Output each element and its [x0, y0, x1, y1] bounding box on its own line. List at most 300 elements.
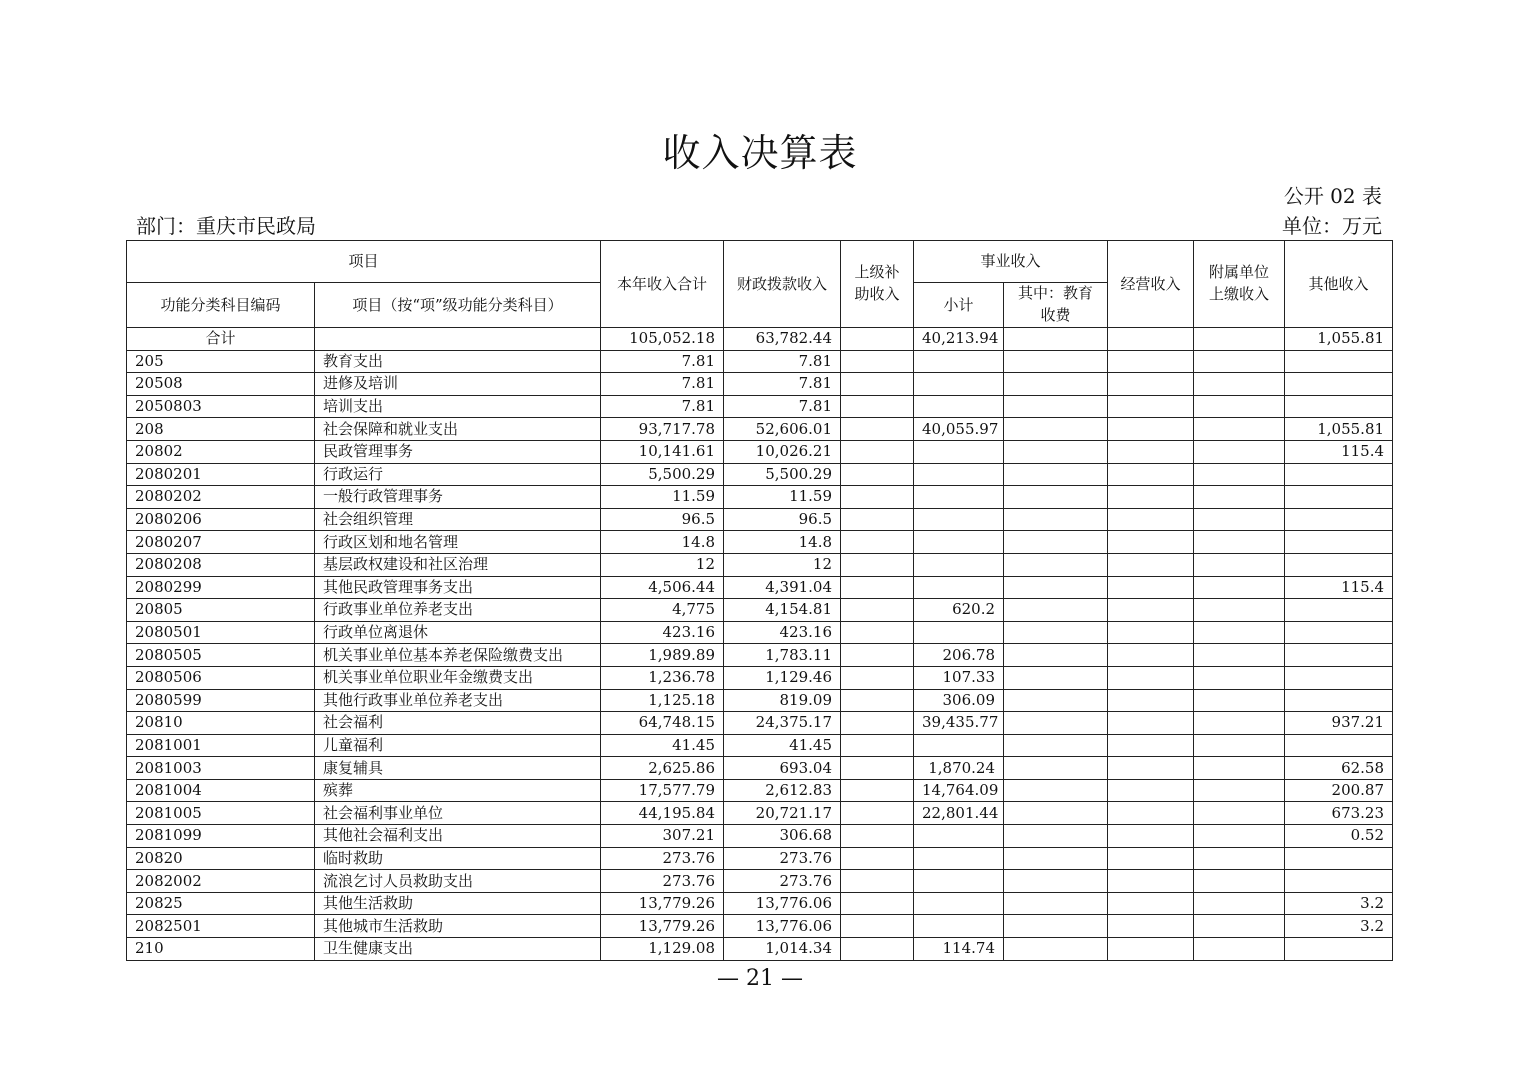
cell-total: 307.21	[601, 825, 724, 848]
table-row	[127, 373, 1393, 396]
cell-other: 673.23	[1285, 802, 1393, 825]
cell-other	[1285, 734, 1393, 757]
cell-affiliated	[1194, 531, 1285, 554]
cell-other: 3.2	[1285, 915, 1393, 938]
cell-subtotal	[914, 395, 1004, 418]
cell-other	[1285, 373, 1393, 396]
cell-code: 20508	[127, 373, 315, 396]
cell-other	[1285, 486, 1393, 509]
cell-upper	[841, 825, 914, 848]
cell-affiliated	[1194, 463, 1285, 486]
cell-total: 13,779.26	[601, 892, 724, 915]
table-row	[127, 938, 1393, 961]
table-row	[127, 599, 1393, 622]
cell-edu	[1004, 395, 1108, 418]
table-row	[127, 802, 1393, 825]
cell-name: 社会组织管理	[315, 508, 601, 531]
cell-fiscal: 1,014.34	[724, 938, 841, 961]
cell-code: 210	[127, 938, 315, 961]
header-fiscal: 财政拨款收入	[724, 241, 841, 328]
cell-fiscal: 7.81	[724, 350, 841, 373]
cell-name: 一般行政管理事务	[315, 486, 601, 509]
cell-affiliated	[1194, 938, 1285, 961]
cell-operating	[1108, 418, 1194, 441]
cell-other	[1285, 847, 1393, 870]
cell-operating	[1108, 644, 1194, 667]
cell-name: 机关事业单位基本养老保险缴费支出	[315, 644, 601, 667]
cell-fiscal: 12	[724, 553, 841, 576]
cell-operating	[1108, 576, 1194, 599]
cell-operating	[1108, 621, 1194, 644]
table-row	[127, 870, 1393, 893]
cell-total: 1,125.18	[601, 689, 724, 712]
cell-edu	[1004, 689, 1108, 712]
cell-other	[1285, 350, 1393, 373]
cell-subtotal	[914, 734, 1004, 757]
cell-operating	[1108, 779, 1194, 802]
cell-total: 10,141.61	[601, 440, 724, 463]
cell-subtotal: 40,055.97	[914, 418, 1004, 441]
cell-subtotal	[914, 825, 1004, 848]
cell-edu	[1004, 373, 1108, 396]
cell-upper	[841, 712, 914, 735]
table-row	[127, 440, 1393, 463]
cell-fiscal: 41.45	[724, 734, 841, 757]
table-row	[127, 531, 1393, 554]
cell-fiscal: 63,782.44	[724, 328, 841, 351]
cell-upper	[841, 802, 914, 825]
cell-subtotal: 39,435.77	[914, 712, 1004, 735]
cell-operating	[1108, 463, 1194, 486]
table-row	[127, 418, 1393, 441]
cell-edu	[1004, 757, 1108, 780]
cell-subtotal: 107.33	[914, 666, 1004, 689]
cell-total: 5,500.29	[601, 463, 724, 486]
cell-operating	[1108, 825, 1194, 848]
cell-total: 93,717.78	[601, 418, 724, 441]
cell-name: 教育支出	[315, 350, 601, 373]
cell-affiliated	[1194, 373, 1285, 396]
cell-name: 康复辅具	[315, 757, 601, 780]
cell-edu	[1004, 576, 1108, 599]
cell-operating	[1108, 395, 1194, 418]
cell-total: 7.81	[601, 373, 724, 396]
cell-fiscal: 4,154.81	[724, 599, 841, 622]
cell-operating	[1108, 440, 1194, 463]
department-label: 部门：重庆市民政局	[136, 214, 316, 238]
cell-total: 273.76	[601, 870, 724, 893]
cell-edu	[1004, 508, 1108, 531]
cell-code: 2080506	[127, 666, 315, 689]
cell-fiscal: 24,375.17	[724, 712, 841, 735]
cell-subtotal: 1,870.24	[914, 757, 1004, 780]
cell-edu	[1004, 621, 1108, 644]
cell-subtotal: 306.09	[914, 689, 1004, 712]
cell-code: 2080501	[127, 621, 315, 644]
cell-affiliated	[1194, 689, 1285, 712]
cell-code: 2082501	[127, 915, 315, 938]
cell-edu	[1004, 825, 1108, 848]
cell-code: 2081004	[127, 779, 315, 802]
cell-operating	[1108, 350, 1194, 373]
cell-upper	[841, 847, 914, 870]
cell-upper	[841, 915, 914, 938]
cell-upper	[841, 553, 914, 576]
income-table	[126, 240, 1393, 961]
cell-name: 社会保障和就业支出	[315, 418, 601, 441]
table-row	[127, 825, 1393, 848]
cell-total: 64,748.15	[601, 712, 724, 735]
cell-edu	[1004, 463, 1108, 486]
cell-upper	[841, 621, 914, 644]
cell-upper	[841, 779, 914, 802]
cell-total: 14.8	[601, 531, 724, 554]
cell-affiliated	[1194, 418, 1285, 441]
cell-edu	[1004, 712, 1108, 735]
cell-name: 社会福利	[315, 712, 601, 735]
cell-upper	[841, 689, 914, 712]
cell-code: 208	[127, 418, 315, 441]
page-title: 收入决算表	[662, 131, 858, 175]
table-row	[127, 486, 1393, 509]
table-row	[127, 463, 1393, 486]
cell-other	[1285, 553, 1393, 576]
cell-subtotal	[914, 486, 1004, 509]
cell-operating	[1108, 508, 1194, 531]
cell-upper	[841, 373, 914, 396]
cell-upper	[841, 508, 914, 531]
table-row	[127, 621, 1393, 644]
cell-name: 儿童福利	[315, 734, 601, 757]
table-row	[127, 689, 1393, 712]
cell-subtotal	[914, 531, 1004, 554]
cell-fiscal: 96.5	[724, 508, 841, 531]
cell-affiliated	[1194, 825, 1285, 848]
table-row	[127, 757, 1393, 780]
cell-fiscal: 7.81	[724, 373, 841, 396]
cell-operating	[1108, 486, 1194, 509]
cell-name: 行政事业单位养老支出	[315, 599, 601, 622]
cell-upper	[841, 395, 914, 418]
cell-edu	[1004, 328, 1108, 351]
header-upper: 上级补助收入	[841, 241, 914, 328]
cell-total: 105,052.18	[601, 328, 724, 351]
cell-other: 937.21	[1285, 712, 1393, 735]
cell-total: 273.76	[601, 847, 724, 870]
cell-upper	[841, 440, 914, 463]
cell-affiliated	[1194, 553, 1285, 576]
cell-upper	[841, 599, 914, 622]
cell-subtotal	[914, 463, 1004, 486]
cell-operating	[1108, 938, 1194, 961]
cell-subtotal: 22,801.44	[914, 802, 1004, 825]
cell-fiscal: 5,500.29	[724, 463, 841, 486]
cell-name: 临时救助	[315, 847, 601, 870]
cell-code: 2081099	[127, 825, 315, 848]
cell-edu	[1004, 847, 1108, 870]
cell-name: 社会福利事业单位	[315, 802, 601, 825]
cell-name: 基层政权建设和社区治理	[315, 553, 601, 576]
table-row	[127, 508, 1393, 531]
cell-total: 12	[601, 553, 724, 576]
cell-operating	[1108, 712, 1194, 735]
cell-code: 2081005	[127, 802, 315, 825]
cell-code: 20805	[127, 599, 315, 622]
cell-subtotal	[914, 892, 1004, 915]
table-row	[127, 847, 1393, 870]
cell-code: 合计	[127, 328, 315, 351]
cell-name: 卫生健康支出	[315, 938, 601, 961]
cell-subtotal	[914, 373, 1004, 396]
header-operating: 经营收入	[1108, 241, 1194, 328]
cell-edu	[1004, 350, 1108, 373]
cell-edu	[1004, 802, 1108, 825]
cell-fiscal: 4,391.04	[724, 576, 841, 599]
cell-other	[1285, 463, 1393, 486]
cell-total: 2,625.86	[601, 757, 724, 780]
cell-subtotal: 620.2	[914, 599, 1004, 622]
cell-other	[1285, 666, 1393, 689]
cell-subtotal	[914, 870, 1004, 893]
cell-edu	[1004, 666, 1108, 689]
cell-code: 2082002	[127, 870, 315, 893]
cell-name: 机关事业单位职业年金缴费支出	[315, 666, 601, 689]
table-row	[127, 915, 1393, 938]
cell-edu	[1004, 779, 1108, 802]
cell-other: 62.58	[1285, 757, 1393, 780]
cell-other: 0.52	[1285, 825, 1393, 848]
cell-other	[1285, 644, 1393, 667]
table-row	[127, 644, 1393, 667]
cell-code: 2080599	[127, 689, 315, 712]
cell-affiliated	[1194, 757, 1285, 780]
cell-name: 殡葬	[315, 779, 601, 802]
cell-affiliated	[1194, 712, 1285, 735]
cell-code: 2080202	[127, 486, 315, 509]
cell-subtotal	[914, 576, 1004, 599]
cell-subtotal: 14,764.09	[914, 779, 1004, 802]
header-edu: 其中：教育收费	[1004, 283, 1108, 328]
cell-total: 41.45	[601, 734, 724, 757]
table-row	[127, 553, 1393, 576]
header-other: 其他收入	[1285, 241, 1393, 328]
cell-name: 流浪乞讨人员救助支出	[315, 870, 601, 893]
cell-operating	[1108, 915, 1194, 938]
cell-edu	[1004, 892, 1108, 915]
cell-subtotal	[914, 508, 1004, 531]
header-name: 项目（按“项”级功能分类科目）	[315, 283, 601, 328]
cell-upper	[841, 892, 914, 915]
cell-edu	[1004, 531, 1108, 554]
cell-other: 200.87	[1285, 779, 1393, 802]
cell-operating	[1108, 553, 1194, 576]
cell-total: 423.16	[601, 621, 724, 644]
cell-fiscal: 10,026.21	[724, 440, 841, 463]
cell-operating	[1108, 757, 1194, 780]
cell-upper	[841, 938, 914, 961]
cell-upper	[841, 644, 914, 667]
cell-affiliated	[1194, 599, 1285, 622]
cell-name: 其他行政事业单位养老支出	[315, 689, 601, 712]
unit-label: 单位：万元	[1282, 214, 1382, 238]
cell-upper	[841, 418, 914, 441]
cell-operating	[1108, 802, 1194, 825]
form-number: 公开 02 表	[1283, 184, 1382, 208]
cell-fiscal: 13,776.06	[724, 915, 841, 938]
cell-affiliated	[1194, 892, 1285, 915]
cell-edu	[1004, 440, 1108, 463]
table-row	[127, 395, 1393, 418]
cell-total: 7.81	[601, 350, 724, 373]
cell-upper	[841, 734, 914, 757]
cell-other	[1285, 689, 1393, 712]
cell-fiscal: 13,776.06	[724, 892, 841, 915]
cell-other	[1285, 508, 1393, 531]
page-number: — 21 —	[717, 966, 803, 991]
cell-edu	[1004, 644, 1108, 667]
cell-name: 培训支出	[315, 395, 601, 418]
cell-affiliated	[1194, 915, 1285, 938]
cell-affiliated	[1194, 666, 1285, 689]
header-project: 项目	[127, 241, 601, 283]
cell-total: 4,775	[601, 599, 724, 622]
cell-subtotal	[914, 553, 1004, 576]
cell-name: 进修及培训	[315, 373, 601, 396]
table-body	[127, 328, 1393, 961]
cell-total: 13,779.26	[601, 915, 724, 938]
cell-code: 20802	[127, 440, 315, 463]
cell-edu	[1004, 734, 1108, 757]
cell-name	[315, 328, 601, 351]
cell-edu	[1004, 915, 1108, 938]
cell-operating	[1108, 689, 1194, 712]
cell-other: 1,055.81	[1285, 418, 1393, 441]
cell-code: 2050803	[127, 395, 315, 418]
cell-operating	[1108, 531, 1194, 554]
cell-upper	[841, 350, 914, 373]
cell-total: 17,577.79	[601, 779, 724, 802]
cell-total: 7.81	[601, 395, 724, 418]
cell-upper	[841, 757, 914, 780]
table-row	[127, 734, 1393, 757]
cell-subtotal: 206.78	[914, 644, 1004, 667]
cell-edu	[1004, 870, 1108, 893]
cell-affiliated	[1194, 350, 1285, 373]
cell-operating	[1108, 734, 1194, 757]
cell-name: 行政单位离退休	[315, 621, 601, 644]
cell-affiliated	[1194, 734, 1285, 757]
cell-fiscal: 1,783.11	[724, 644, 841, 667]
cell-affiliated	[1194, 576, 1285, 599]
cell-affiliated	[1194, 486, 1285, 509]
cell-name: 其他民政管理事务支出	[315, 576, 601, 599]
cell-fiscal: 693.04	[724, 757, 841, 780]
cell-affiliated	[1194, 621, 1285, 644]
cell-other	[1285, 621, 1393, 644]
cell-affiliated	[1194, 328, 1285, 351]
cell-fiscal: 52,606.01	[724, 418, 841, 441]
cell-operating	[1108, 328, 1194, 351]
cell-operating	[1108, 870, 1194, 893]
cell-fiscal: 423.16	[724, 621, 841, 644]
cell-name: 行政区划和地名管理	[315, 531, 601, 554]
cell-operating	[1108, 892, 1194, 915]
cell-name: 行政运行	[315, 463, 601, 486]
cell-fiscal: 11.59	[724, 486, 841, 509]
cell-total: 1,129.08	[601, 938, 724, 961]
cell-operating	[1108, 666, 1194, 689]
cell-affiliated	[1194, 802, 1285, 825]
header-code: 功能分类科目编码	[127, 283, 315, 328]
cell-affiliated	[1194, 395, 1285, 418]
cell-code: 2080208	[127, 553, 315, 576]
cell-fiscal: 2,612.83	[724, 779, 841, 802]
cell-code: 2080201	[127, 463, 315, 486]
cell-other: 3.2	[1285, 892, 1393, 915]
cell-subtotal: 40,213.94	[914, 328, 1004, 351]
table-row	[127, 350, 1393, 373]
cell-affiliated	[1194, 847, 1285, 870]
cell-upper	[841, 463, 914, 486]
cell-total: 4,506.44	[601, 576, 724, 599]
cell-other	[1285, 531, 1393, 554]
cell-operating	[1108, 373, 1194, 396]
cell-fiscal: 306.68	[724, 825, 841, 848]
cell-other	[1285, 395, 1393, 418]
cell-subtotal	[914, 847, 1004, 870]
cell-affiliated	[1194, 870, 1285, 893]
cell-edu	[1004, 486, 1108, 509]
cell-affiliated	[1194, 508, 1285, 531]
header-affiliated: 附属单位上缴收入	[1194, 241, 1285, 328]
table-row	[127, 779, 1393, 802]
cell-upper	[841, 576, 914, 599]
cell-other: 115.4	[1285, 576, 1393, 599]
cell-upper	[841, 328, 914, 351]
cell-upper	[841, 870, 914, 893]
cell-edu	[1004, 418, 1108, 441]
cell-subtotal	[914, 915, 1004, 938]
cell-upper	[841, 486, 914, 509]
table-row	[127, 712, 1393, 735]
cell-subtotal: 114.74	[914, 938, 1004, 961]
header-subtotal: 小计	[914, 283, 1004, 328]
cell-code: 2080207	[127, 531, 315, 554]
cell-upper	[841, 666, 914, 689]
table-row	[127, 328, 1393, 351]
cell-edu	[1004, 938, 1108, 961]
header-business: 事业收入	[914, 241, 1108, 283]
cell-code: 2080299	[127, 576, 315, 599]
table-row	[127, 666, 1393, 689]
cell-operating	[1108, 599, 1194, 622]
cell-other	[1285, 870, 1393, 893]
cell-name: 其他社会福利支出	[315, 825, 601, 848]
cell-other	[1285, 599, 1393, 622]
cell-fiscal: 20,721.17	[724, 802, 841, 825]
cell-fiscal: 14.8	[724, 531, 841, 554]
cell-total: 96.5	[601, 508, 724, 531]
cell-code: 20810	[127, 712, 315, 735]
cell-other	[1285, 938, 1393, 961]
cell-upper	[841, 531, 914, 554]
cell-affiliated	[1194, 440, 1285, 463]
cell-code: 205	[127, 350, 315, 373]
cell-name: 其他城市生活救助	[315, 915, 601, 938]
cell-subtotal	[914, 350, 1004, 373]
cell-fiscal: 7.81	[724, 395, 841, 418]
cell-total: 11.59	[601, 486, 724, 509]
